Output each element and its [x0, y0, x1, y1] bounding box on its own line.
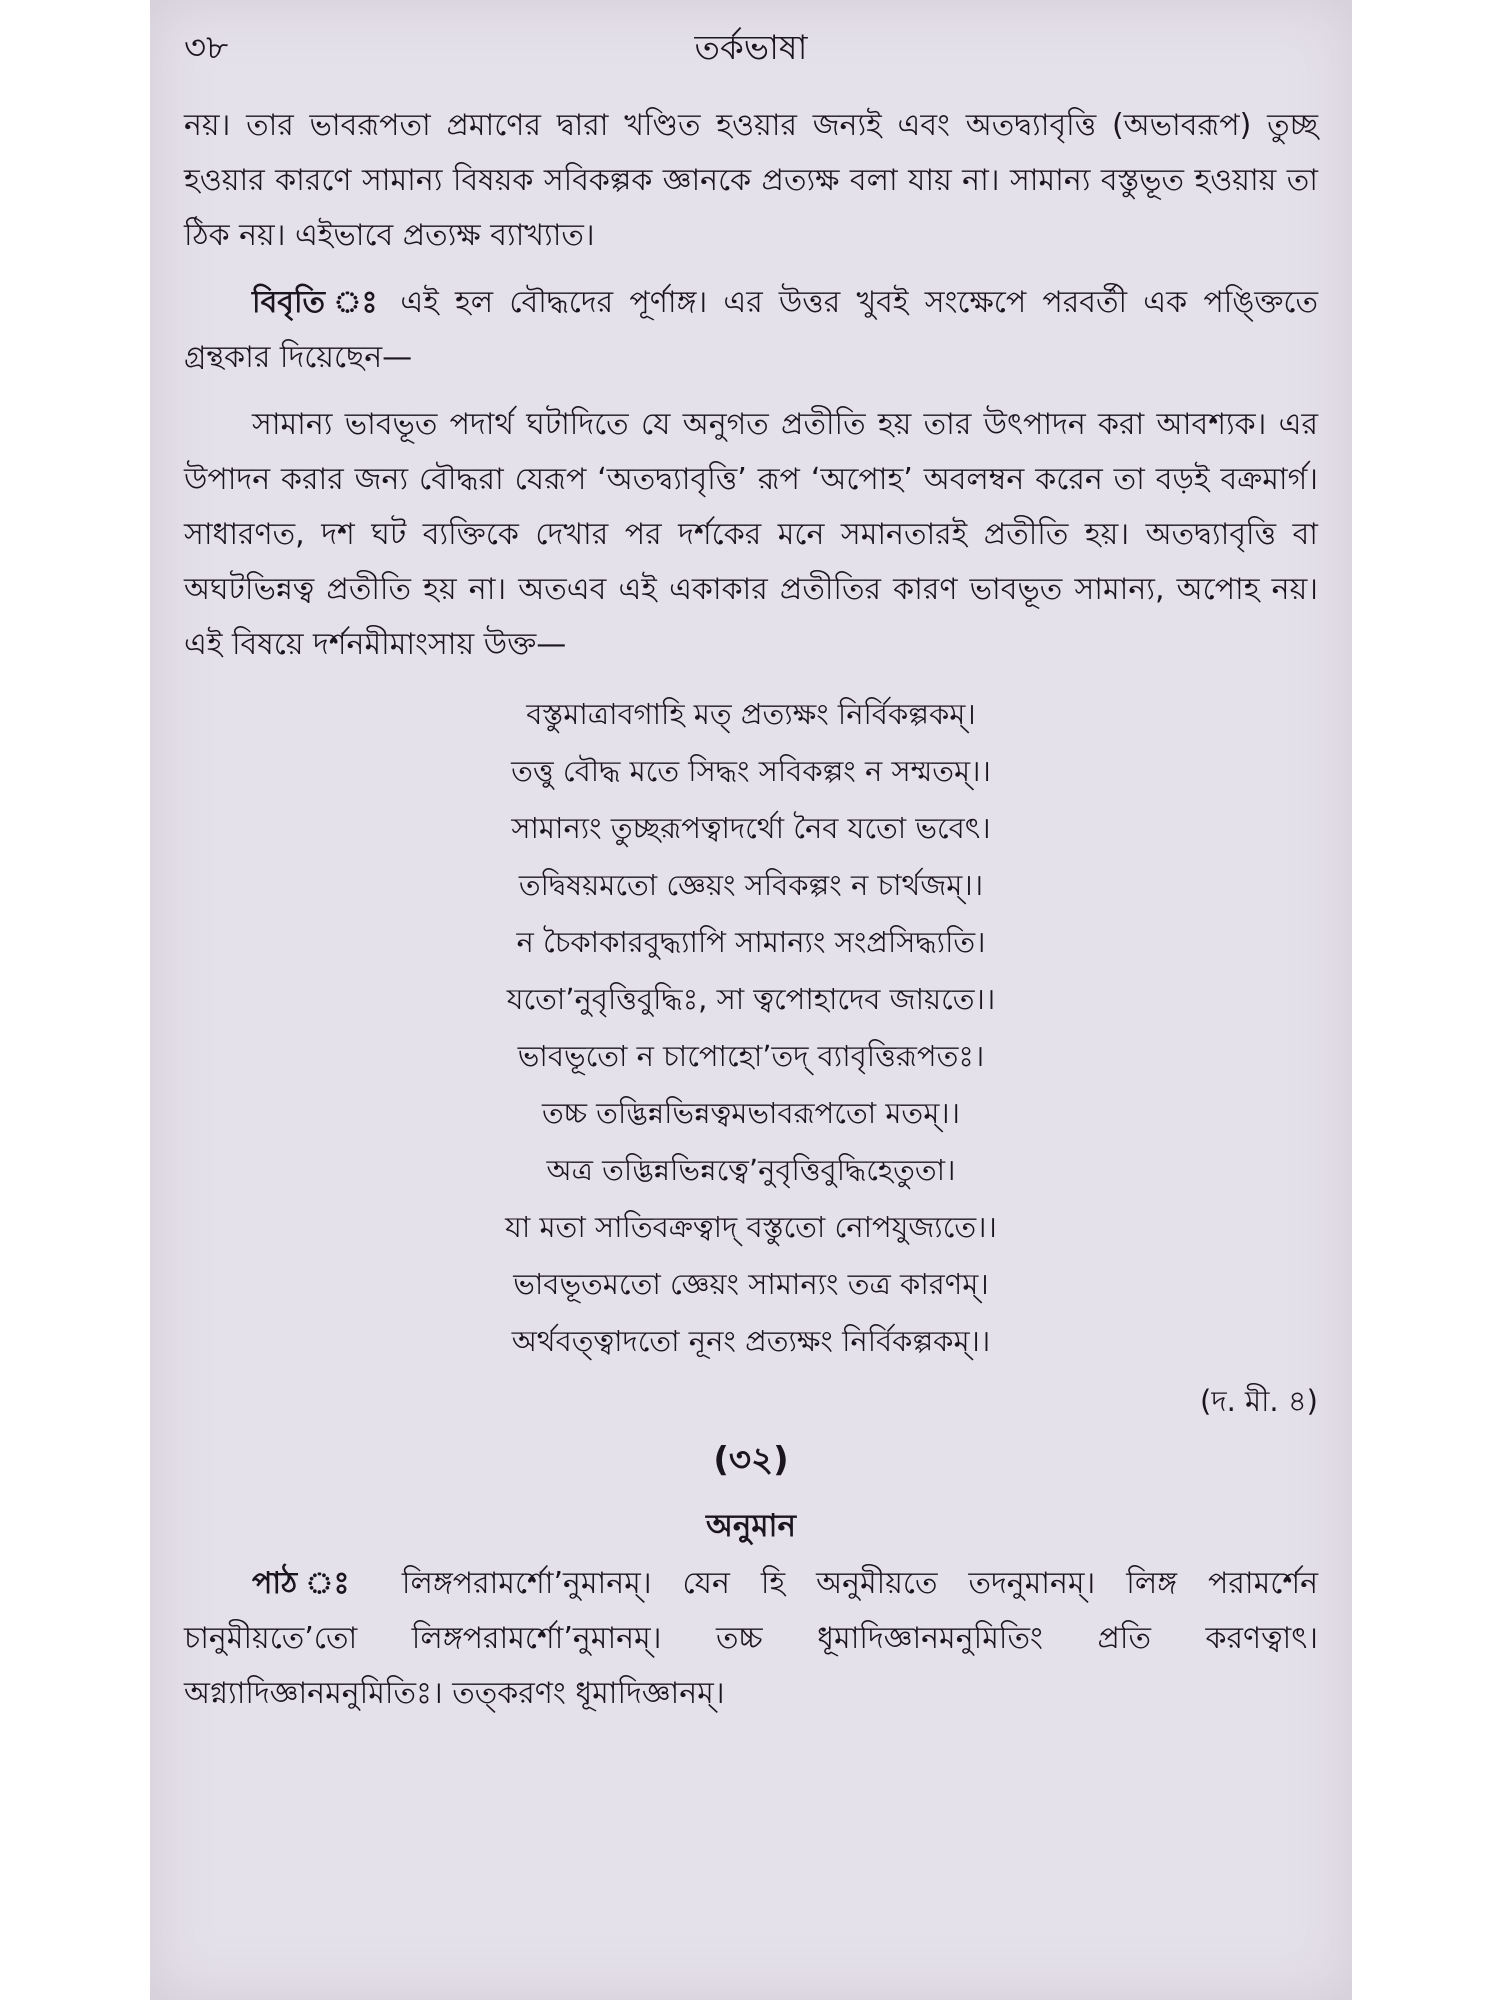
verse-line: অর্থবত্ত্বাদতো নূনং প্রত্যক্ষং নির্বিকল্পকম্।।: [511, 1324, 991, 1358]
running-title: তর্কভাষা: [694, 28, 808, 68]
verse-line: যতো’নুবৃত্তিবুদ্ধিঃ, সা ত্বপোহাদেব জায়তে।।: [506, 982, 996, 1016]
verse-block: [184, 686, 1318, 1370]
verse-line: তদ্বিষয়মতো জ্ঞেয়ং সবিকল্পং ন চার্থজম্।।: [518, 868, 984, 902]
explanation-paragraph: সামান্য ভাবভূত পদার্থ ঘটাদিতে যে অনুগত প্রতীতি হয় তার উৎপাদন করা আবশ্যক। এর উপাদন করার জন্য বৌদ্ধরা যেরূপ ‘অতদ্ব্যাবৃত্তি’ রূপ ‘অপোহ’ অবলম্বন করেন তা বড়ই বক্রমার্গ। সাধারণত, দশ ঘট ব্যক্তিকে দেখার পর দর্শকের মনে সমানতারই প্রতীতি হয়। অতদ্ব্যাবৃত্তি বা অঘটভিন্নত্ব প্রতীতি হয় না। অতএব এই একাকার প্রতীতির কারণ ভাবভূত সামান্য, অপোহ নয়। এই বিষয়ে দর্শনমীমাংসায় উক্ত—: [184, 407, 1318, 662]
section-number: (৩২): [713, 1440, 789, 1480]
verse-line: ভাবভূতো ন চাপোহো’তদ্ ব্যাবৃত্তিরূপতঃ।: [517, 1039, 985, 1073]
page-number: ৩৮: [184, 28, 229, 68]
text-body: লিঙ্গপরামর্শো’নুমানম্। যেন হি অনুমীয়তে তদনুমানম্। লিঙ্গ পরামর্শেন চানুমীয়তে’তো লিঙ্গপরামর্শো’নুমানম্। তচ্চ ধূমাদিজ্ঞানমনুমিতিং প্রতি করণত্বাৎ। অগ্ন্যাদিজ্ঞানমনুমিতিঃ। তত্করণং ধূমাদিজ্ঞানম্।: [184, 1566, 1318, 1711]
book-page: [150, 0, 1352, 2000]
verse-line: তচ্চ তদ্ভিন্নভিন্নত্বমভাবরূপতো মতম্।।: [541, 1096, 961, 1130]
commentary-label: বিবৃতি ঃ: [252, 285, 385, 320]
verse-line: তত্তু বৌদ্ধ মতে সিদ্ধং সবিকল্পং ন সম্মতম্।।: [511, 754, 991, 788]
verse-line: ভাবভূতমতো জ্ঞেয়ং সামান্যং তত্র কারণম্।: [513, 1267, 989, 1301]
verse-citation: (দ. মী. ৪): [1200, 1384, 1318, 1418]
page-content: [184, 98, 1318, 1721]
page-header: [150, 16, 1352, 76]
verse-line: বস্তুমাত্রাবগাহি মত্ প্রত্যক্ষং নির্বিকল্পকম্।: [526, 697, 976, 731]
text-paragraph: [184, 1556, 1318, 1721]
commentary-text: এই হল বৌদ্ধদের পূর্ণাঙ্গ। এর উত্তর খুবই সংক্ষেপে পরবর্তী এক পঙ্ক্তিতে গ্রন্থকার দিয়েছেন—: [184, 285, 1318, 375]
verse-line: ন চৈকাকারবুদ্ধ্যাপি সামান্যং সংপ্রসিদ্ধ্যতি।: [516, 925, 986, 959]
text-label: পাঠ ঃ: [252, 1566, 371, 1601]
paragraph-continuation: নয়। তার ভাবরূপতা প্রমাণের দ্বারা খণ্ডিত হওয়ার জন্যই এবং অতদ্ব্যাবৃত্তি (অভাবরূপ) তুচ্ছ হওয়ার কারণে সামান্য বিষয়ক সবিকল্পক জ্ঞানকে প্রত্যক্ষ বলা যায় না। সামান্য বস্তুভূত হওয়ায় তা ঠিক নয়। এইভাবে প্রত্যক্ষ ব্যাখ্যাত।: [184, 108, 1318, 253]
verse-line: সামান্যং তুচ্ছরূপত্বাদর্থো নৈব যতো ভবেৎ।: [511, 811, 991, 845]
section-title: অনুমান: [705, 1508, 797, 1544]
verse-line: যা মতা সাতিবক্রত্বাদ্ বস্তুতো নোপযুজ্যতে।।: [505, 1210, 997, 1244]
commentary-paragraph: [184, 275, 1318, 385]
verse-line: অত্র তদ্ভিন্নভিন্নত্বে’নুবৃত্তিবুদ্ধিহেতুতা।: [546, 1153, 956, 1187]
